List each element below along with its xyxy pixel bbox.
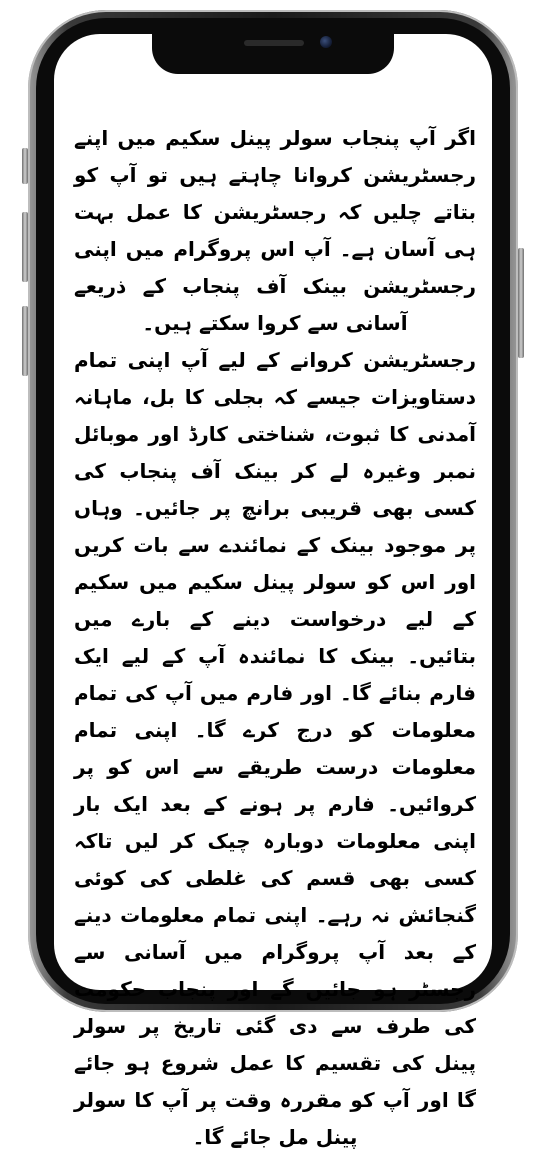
mute-switch <box>22 148 28 184</box>
phone-screen <box>54 34 492 1149</box>
article-text <box>74 120 476 1156</box>
speaker-icon <box>244 40 304 46</box>
notch <box>152 22 394 74</box>
volume-down-button <box>22 306 28 376</box>
camera-icon <box>320 36 332 48</box>
power-button <box>518 248 524 358</box>
paragraph-registration-steps: رجسٹریشن کروانے کے لیے آپ اپنی تمام دستاویزات جیسے کہ بجلی کا بل، ماہانہ آمدنی کا ثبوت، شناختی کارڈ اور موبائل نمبر وغیرہ لے کر بینک آف پنجاب کی کسی بھی قریبی برانچ پر جائیں۔ وہاں پر موجود بینک کے نمائندے سے بات کریں اور اس کو سولر پینل سکیم میں سکیم کے لیے درخواست دینے کے بارے میں بتائیں۔ بینک کا نمائندہ آپ کے لیے ایک فارم بنائے گا۔ اور فارم میں آپ کی تمام معلومات کو درج کرے گا۔ اپنی تمام معلومات درست طریقے سے اس کو پر کروائیں۔ فارم پر ہونے کے بعد ایک بار اپنی معلومات دوبارہ چیک کر لیں تاکہ کسی بھی قسم کی غلطی کی کوئی گنجائش نہ رہے۔ اپنی تمام معلومات دینے کے بعد آپ پروگرام میں آسانی سے رجسٹر ہو جائیں گے اور پنجاب حکومت کی طرف سے دی گئی تاریخ پر سولر پینل کی تقسیم کا عمل شروع ہو جائے گا اور آپ کو مقررہ وقت پر آپ کا سولر پینل مل جائے گا۔ <box>74 348 476 1149</box>
paragraph-registration-intro: اگر آپ پنجاب سولر پینل سکیم میں اپنے رجسٹریشن کروانا چاہتے ہیں تو آپ کو بتاتے چلیں کہ رجسٹریشن کا عمل بہت ہی آسان ہے۔ آپ اس پروگرام میں اپنی رجسٹریشن بینک آف پنجاب کے ذریعے آسانی سے کروا سکتے ہیں۔ <box>74 126 476 335</box>
volume-up-button <box>22 212 28 282</box>
